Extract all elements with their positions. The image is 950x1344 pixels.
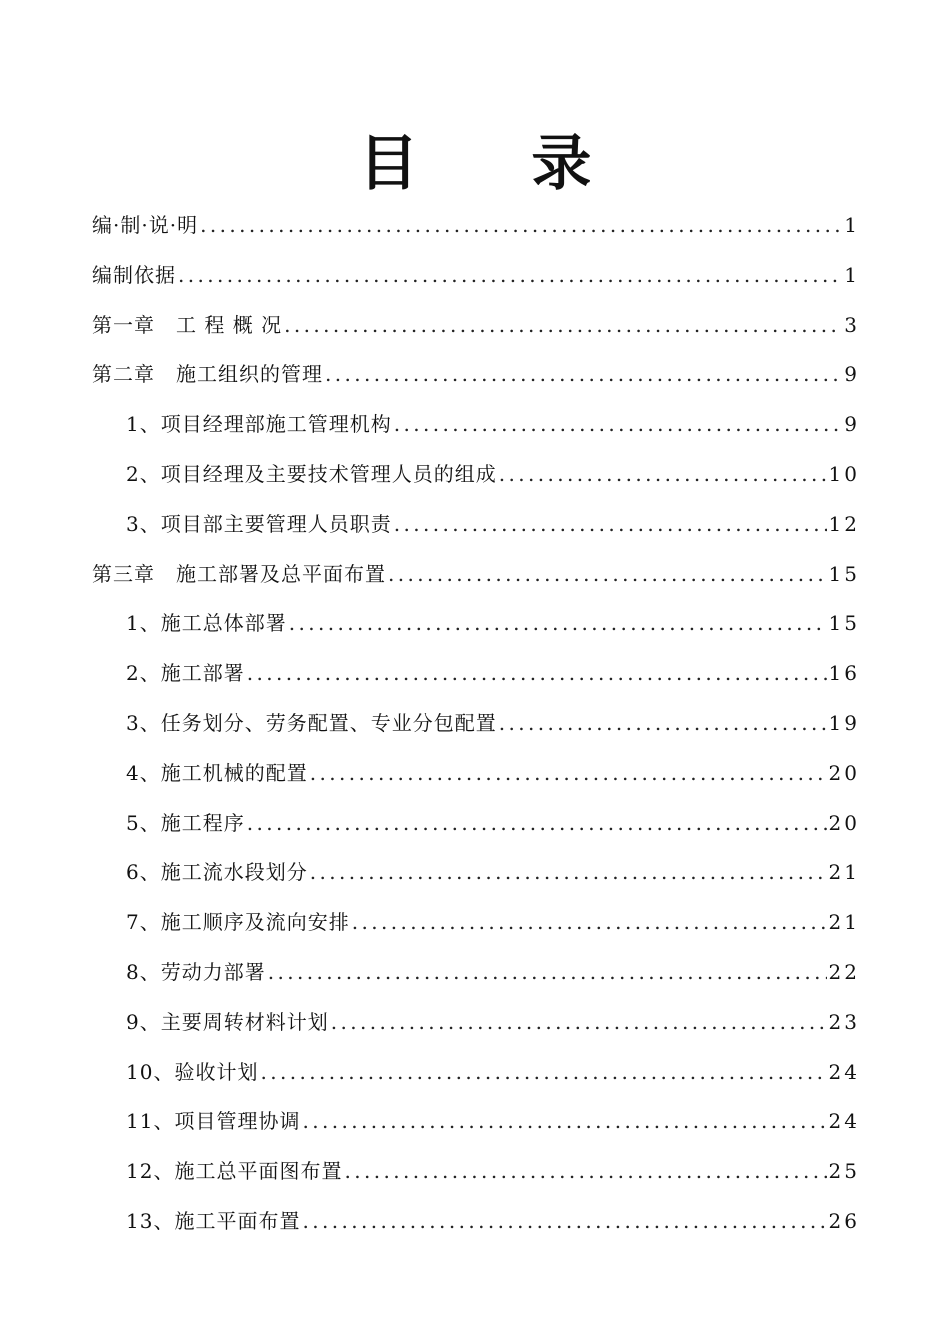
toc-entry-label: 第三章 施工部署及总平面布置: [92, 561, 386, 586]
toc-entry-page: 1: [844, 262, 860, 287]
toc-entry[interactable]: [92, 1048, 860, 1098]
toc-entry[interactable]: [92, 948, 860, 998]
toc-entry-page: 12: [828, 511, 860, 536]
toc-entry-page: 22: [828, 959, 860, 984]
toc-entry[interactable]: [92, 500, 860, 550]
toc-entry-page: 15: [828, 611, 860, 636]
toc-leader-dots: [247, 799, 827, 849]
toc-leader-dots: [331, 998, 827, 1048]
toc-list: [92, 201, 860, 1247]
toc-entry-label: 第二章 施工组织的管理: [92, 362, 323, 387]
toc-entry[interactable]: [92, 799, 860, 849]
toc-entry-label: 6、施工流水段划分: [126, 860, 308, 885]
toc-entry-page: 20: [828, 810, 860, 835]
toc-leader-dots: [302, 1097, 826, 1147]
toc-entry[interactable]: [92, 1147, 860, 1197]
toc-leader-dots: [310, 848, 827, 898]
toc-entry-page: 1: [844, 213, 860, 237]
toc-entry[interactable]: [92, 400, 860, 450]
toc-entry-page: 20: [828, 760, 860, 785]
toc-entry-page: 23: [828, 1009, 860, 1034]
toc-entry[interactable]: [92, 550, 860, 600]
toc-entry[interactable]: [92, 649, 860, 699]
toc-entry-label: 2、项目经理及主要技术管理人员的组成: [126, 461, 497, 486]
toc-leader-dots: [344, 1147, 826, 1197]
toc-entry[interactable]: [92, 998, 860, 1048]
toc-entry-label: 1、项目经理部施工管理机构: [126, 412, 392, 437]
toc-entry-label: 编制依据: [92, 262, 176, 287]
toc-entry-label: 2、施工部署: [126, 661, 245, 686]
toc-leader-dots: [388, 550, 827, 600]
toc-entry[interactable]: [92, 848, 860, 898]
toc-title: 目 录: [358, 129, 638, 199]
toc-entry-label: 1、施工总体部署: [126, 611, 287, 636]
toc-entry-label: 9、主要周转材料计划: [126, 1009, 329, 1034]
toc-leader-dots: [284, 301, 842, 351]
toc-entry-page: 21: [828, 910, 860, 935]
toc-entry-page: 25: [828, 1159, 860, 1184]
toc-entry-label: 第一章 工 程 概 况: [92, 312, 283, 337]
toc-leader-dots: [289, 599, 827, 649]
toc-entry[interactable]: [92, 251, 860, 301]
toc-entry-page: 26: [828, 1208, 860, 1233]
toc-leader-dots: [325, 350, 842, 400]
toc-entry-label: 8、劳动力部署: [126, 959, 266, 984]
toc-leader-dots: [394, 400, 843, 450]
toc-entry[interactable]: [92, 301, 860, 351]
toc-entry-label: 7、施工顺序及流向安排: [126, 910, 350, 935]
toc-entry-label: 5、施工程序: [126, 810, 245, 835]
toc-entry-label: 4、施工机械的配置: [126, 760, 308, 785]
toc-leader-dots: [268, 948, 827, 998]
toc-leader-dots: [247, 649, 827, 699]
toc-entry-label: 编·制·说·明: [92, 213, 199, 237]
toc-leader-dots: [499, 699, 827, 749]
toc-leader-dots: [394, 500, 827, 550]
toc-leader-dots: [302, 1197, 826, 1247]
toc-entry-page: 24: [828, 1109, 860, 1134]
toc-entry[interactable]: [92, 1097, 860, 1147]
toc-entry-label: 3、任务划分、劳务配置、专业分包配置: [126, 710, 497, 735]
toc-entry[interactable]: [92, 699, 860, 749]
toc-leader-dots: [178, 251, 842, 301]
toc-entry-page: 3: [844, 312, 860, 337]
toc-entry[interactable]: [92, 898, 860, 948]
toc-entry-label: 11、项目管理协调: [126, 1109, 301, 1134]
toc-entry-page: 19: [828, 710, 860, 735]
toc-entry-page: 9: [844, 362, 860, 387]
toc-leader-dots: [200, 201, 842, 251]
toc-leader-dots: [352, 898, 827, 948]
toc-entry-label: 13、施工平面布置: [126, 1208, 301, 1233]
toc-entry[interactable]: [92, 599, 860, 649]
toc-entry[interactable]: [92, 201, 860, 251]
toc-entry-page: 16: [828, 661, 860, 686]
toc-entry[interactable]: [92, 749, 860, 799]
toc-entry-label: 12、施工总平面图布置: [126, 1159, 343, 1184]
toc-entry-label: 3、项目部主要管理人员职责: [126, 511, 392, 536]
toc-entry-page: 24: [828, 1059, 860, 1084]
toc-entry-page: 21: [828, 860, 860, 885]
toc-entry[interactable]: [92, 350, 860, 400]
toc-leader-dots: [499, 450, 827, 500]
toc-entry[interactable]: [92, 450, 860, 500]
toc-entry[interactable]: [92, 1197, 860, 1247]
toc-entry-page: 15: [828, 561, 860, 586]
toc-entry-page: 9: [844, 412, 860, 437]
toc-leader-dots: [310, 749, 827, 799]
toc-leader-dots: [260, 1048, 826, 1098]
toc-entry-label: 10、验收计划: [126, 1059, 259, 1084]
toc-entry-page: 10: [828, 461, 860, 486]
